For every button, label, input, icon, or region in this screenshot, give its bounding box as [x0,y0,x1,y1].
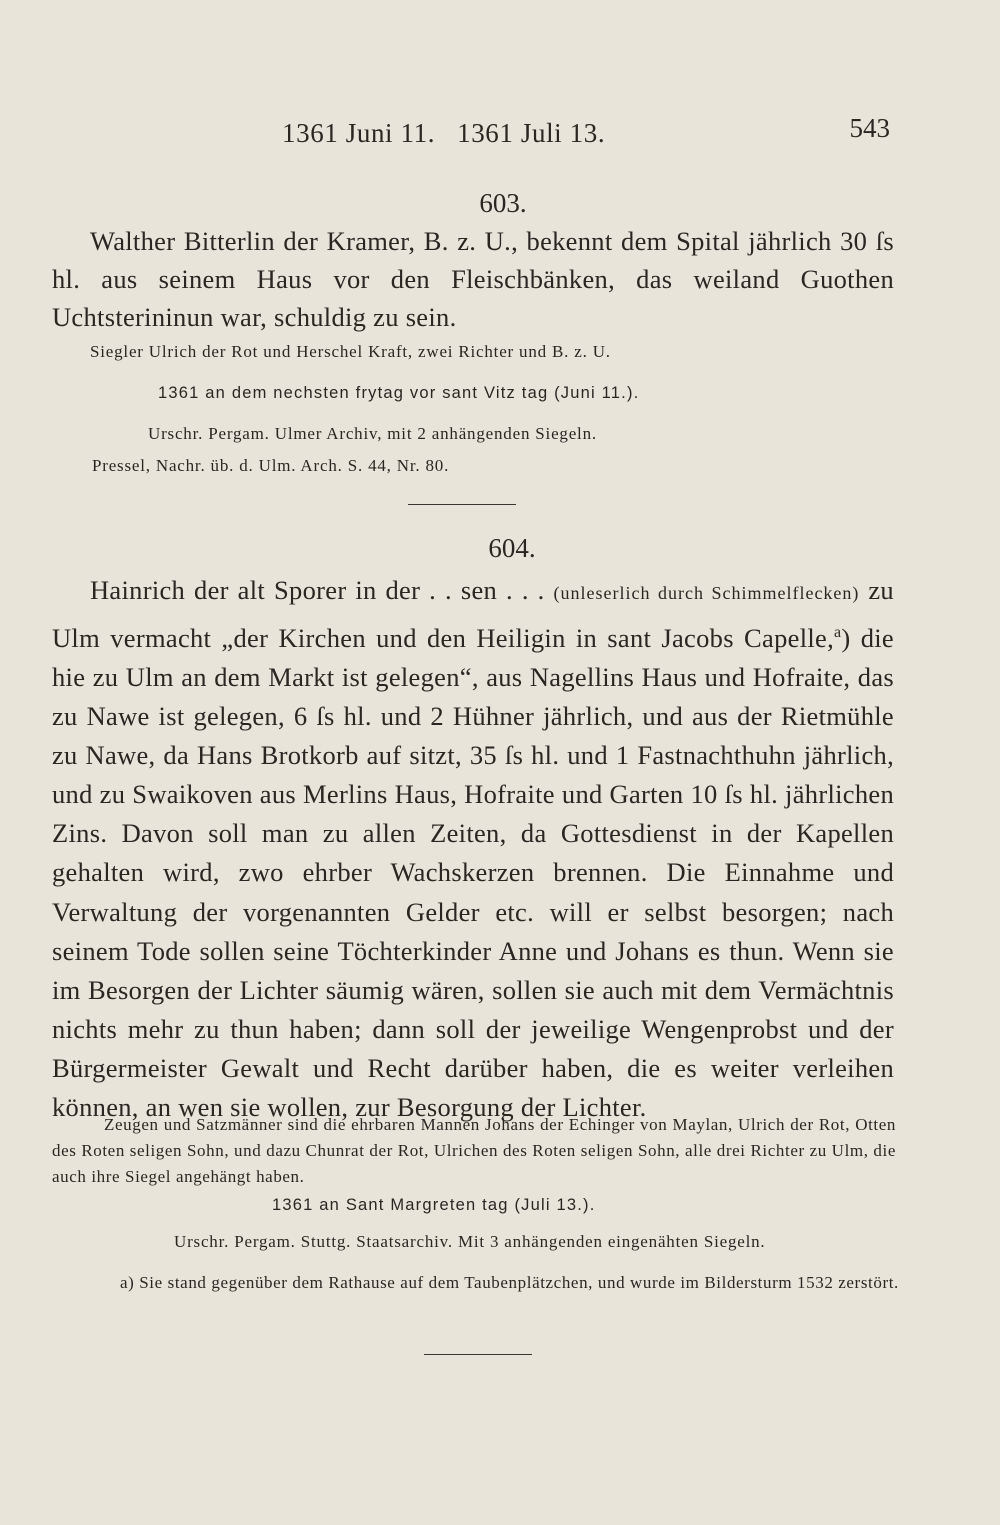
entry-604-text [52,571,894,1127]
entry-603-text [52,222,894,337]
entry-604-witnesses: Zeugen und Satzmänner sind die ehrbaren Mannen Johans der Echinger von Maylan, Ulrich der Rot, Otten des Roten seligen Sohn, und dazu Chunrat der Rot, Ulrichen des Roten seligen Sohn, alle drei Richter zu Ulm, die auch ihre Siegel angehängt haben. [52,1115,896,1186]
page-number: 543 [849,113,890,143]
page-header [0,113,1000,158]
footnote-a: a) Sie stand gegenüber dem Rathause auf dem Taubenplätzchen, und wurde im Bildersturm 1532 zerstört. [120,1273,899,1292]
entry-604-text-part2: ) die hie zu Ulm an dem Markt ist gelegen“, aus Nagellins Haus und Hofraite, das zu Nawe ist gelegen, 6 ſs hl. und 2 Hühner jährlich, und aus der Rietmühle zu Nawe, da Hans Brotkorb auf sitzt, 35 ſs hl. und 1 Fastnachthuhn jährlich, und zu Swaikoven aus Merlins Haus, Hofraite und Garten 10 ſs hl. jährlichen Zins. Davon soll man zu allen Zeiten, da Gottesdienst in der Kapellen gehalten wird, zwo ehrber Wachskerzen brennen. Die Einnahme und Verwaltung der vorgenannten Gelder etc. will er selbst besorgen; nach seinem Tode sollen seine Töchterkinder Anne und Johans es thun. Wenn sie im Besorgen der Lichter säumig wären, sollen sie auch mit dem Vermächtnis nichts mehr zu thun haben; dann soll der jeweilige Wengenprobst und der Bürgermeister Gewalt und Recht darüber haben, die es weiter verleihen können, an wen sie wollen, zur Besorgung der Lichter. [52,622,894,1123]
entry-603-source: Urschr. Pergam. Ulmer Archiv, mit 2 anhängenden Siegeln. [148,424,597,443]
entry-604-dating: 1361 an Sant Margreten tag (Juli 13.). [272,1196,596,1214]
entry-604-text-part1: zu Ulm vermacht „der Kirchen und den Heiligin in sant Jacobs Capelle, [52,575,894,653]
entry-603-literature: Pressel, Nachr. üb. d. Ulm. Arch. S. 44, Nr. 80. [92,456,450,475]
entry-604-source: Urschr. Pergam. Stuttg. Staatsarchiv. Mit 3 anhängenden eingenähten Siegeln. [174,1232,766,1251]
separator-rule [408,504,516,505]
entry-604-intro: Hainrich der alt Sporer in der . . sen . . . [90,575,545,605]
closing-rule [424,1354,532,1355]
entry-number-603: 603. [479,188,527,218]
header-dates: 1361 Juni 11. 1361 Juli 13. [282,118,606,148]
illegible-note: (unleserlich durch Schimmelflecken) [553,583,860,603]
entry-604-paragraph [52,571,894,1127]
entry-603-dating: 1361 an dem nechsten frytag vor sant Vitz tag (Juni 11.). [158,384,640,402]
entry-603-sealers: Siegler Ulrich der Rot und Herschel Kraft, zwei Richter und B. z. U. [90,342,611,361]
entry-number-604: 604. [488,533,536,563]
footnote-marker: a [834,624,842,642]
entry-603-paragraph: Walther Bitterlin der Kramer, B. z. U., bekennt dem Spital jährlich 30 ſs hl. aus seinem Haus vor den Fleischbänken, das weiland Guothen Uchtsterininun war, schuldig zu sein. [52,226,894,333]
